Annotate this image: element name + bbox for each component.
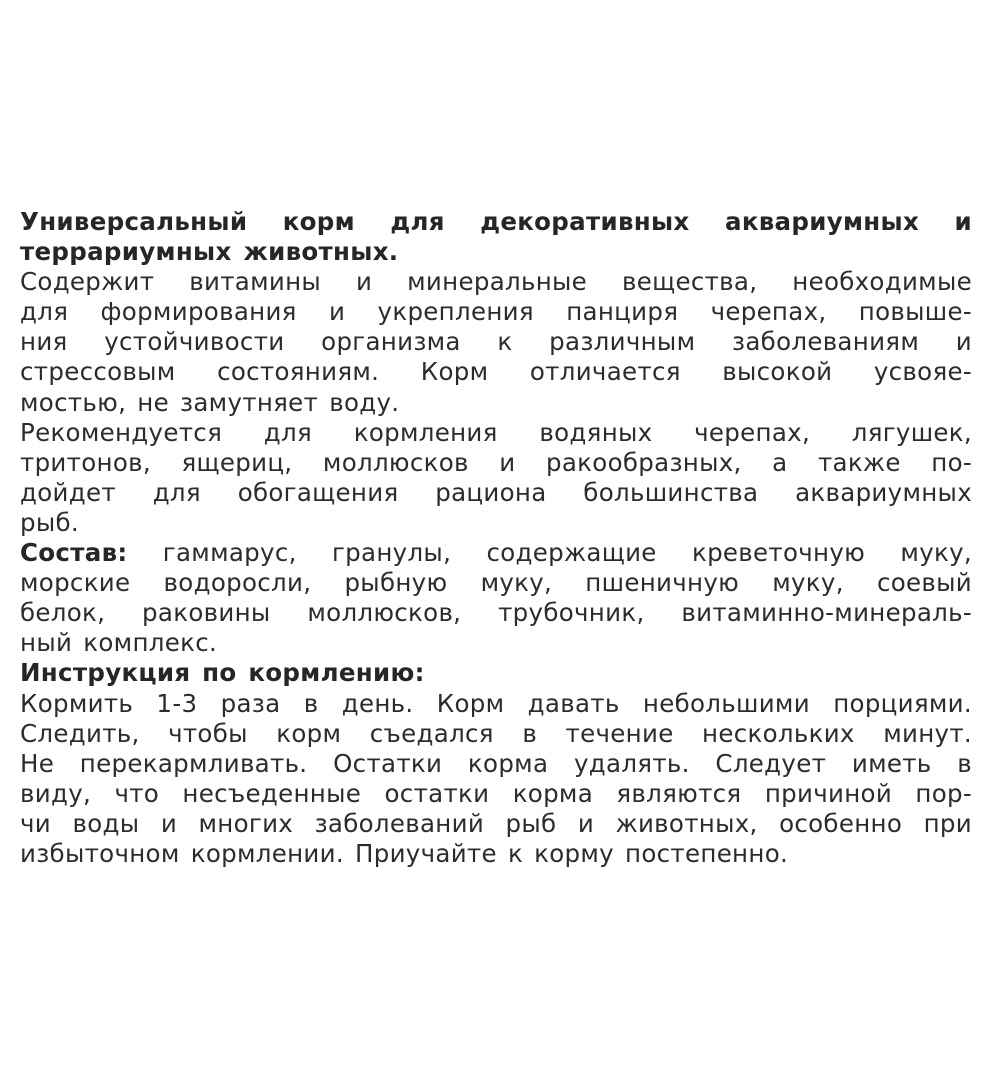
title-line: Универсальный корм для декоративных аквариумных и [20,207,972,236]
recommendation-line: тритонов, ящериц, моллюсков и ракообразных, а также по- [20,447,972,477]
description-line: Содержит витамины и минеральные вещества, необходимые [20,267,972,297]
recommendation-line: Рекомендуется для кормления водяных черепах, лягушек, [20,417,972,447]
composition-text: гаммарус, гранулы, содержащие креветочную муку, [127,538,972,568]
composition-line: ный комплекс. [20,628,218,658]
instructions-heading: Инструкция по кормлению: [20,658,425,688]
instructions-line: избыточном кормлении. Приучайте к корму постепенно. [20,838,789,868]
composition-line: белок, раковины моллюсков, трубочник, витаминно-минераль- [20,598,972,628]
description-line: для формирования и укрепления панциря черепах, повыше- [20,297,972,327]
title-line: террариумных животных. [20,237,399,267]
instructions-line: Следить, чтобы корм съедался в течение нескольких минут. [20,718,972,748]
composition-line: морские водоросли, рыбную муку, пшеничную муку, соевый [20,568,972,598]
recommendation-line: рыб. [20,507,79,537]
instructions-line: чи воды и многих заболеваний рыб и животных, особенно при [20,808,972,838]
instructions-line: Не перекармливать. Остатки корма удалять. Следует иметь в [20,748,972,778]
instructions-line: Кормить 1-3 раза в день. Корм давать небольшими порциями. [20,688,972,718]
instructions-line: виду, что несъеденные остатки корма являются причиной пор- [20,778,972,808]
product-label-text [20,207,972,869]
description-line: стрессовым состояниям. Корм отличается высокой усвояе- [20,357,972,387]
description-line: мостью, не замутняет воду. [20,387,400,417]
composition-label: Состав: [20,538,128,568]
description-line: ния устойчивости организма к различным заболеваниям и [20,327,972,357]
recommendation-line: дойдет для обогащения рациона большинства аквариумных [20,477,972,507]
composition-first-line [20,538,972,568]
